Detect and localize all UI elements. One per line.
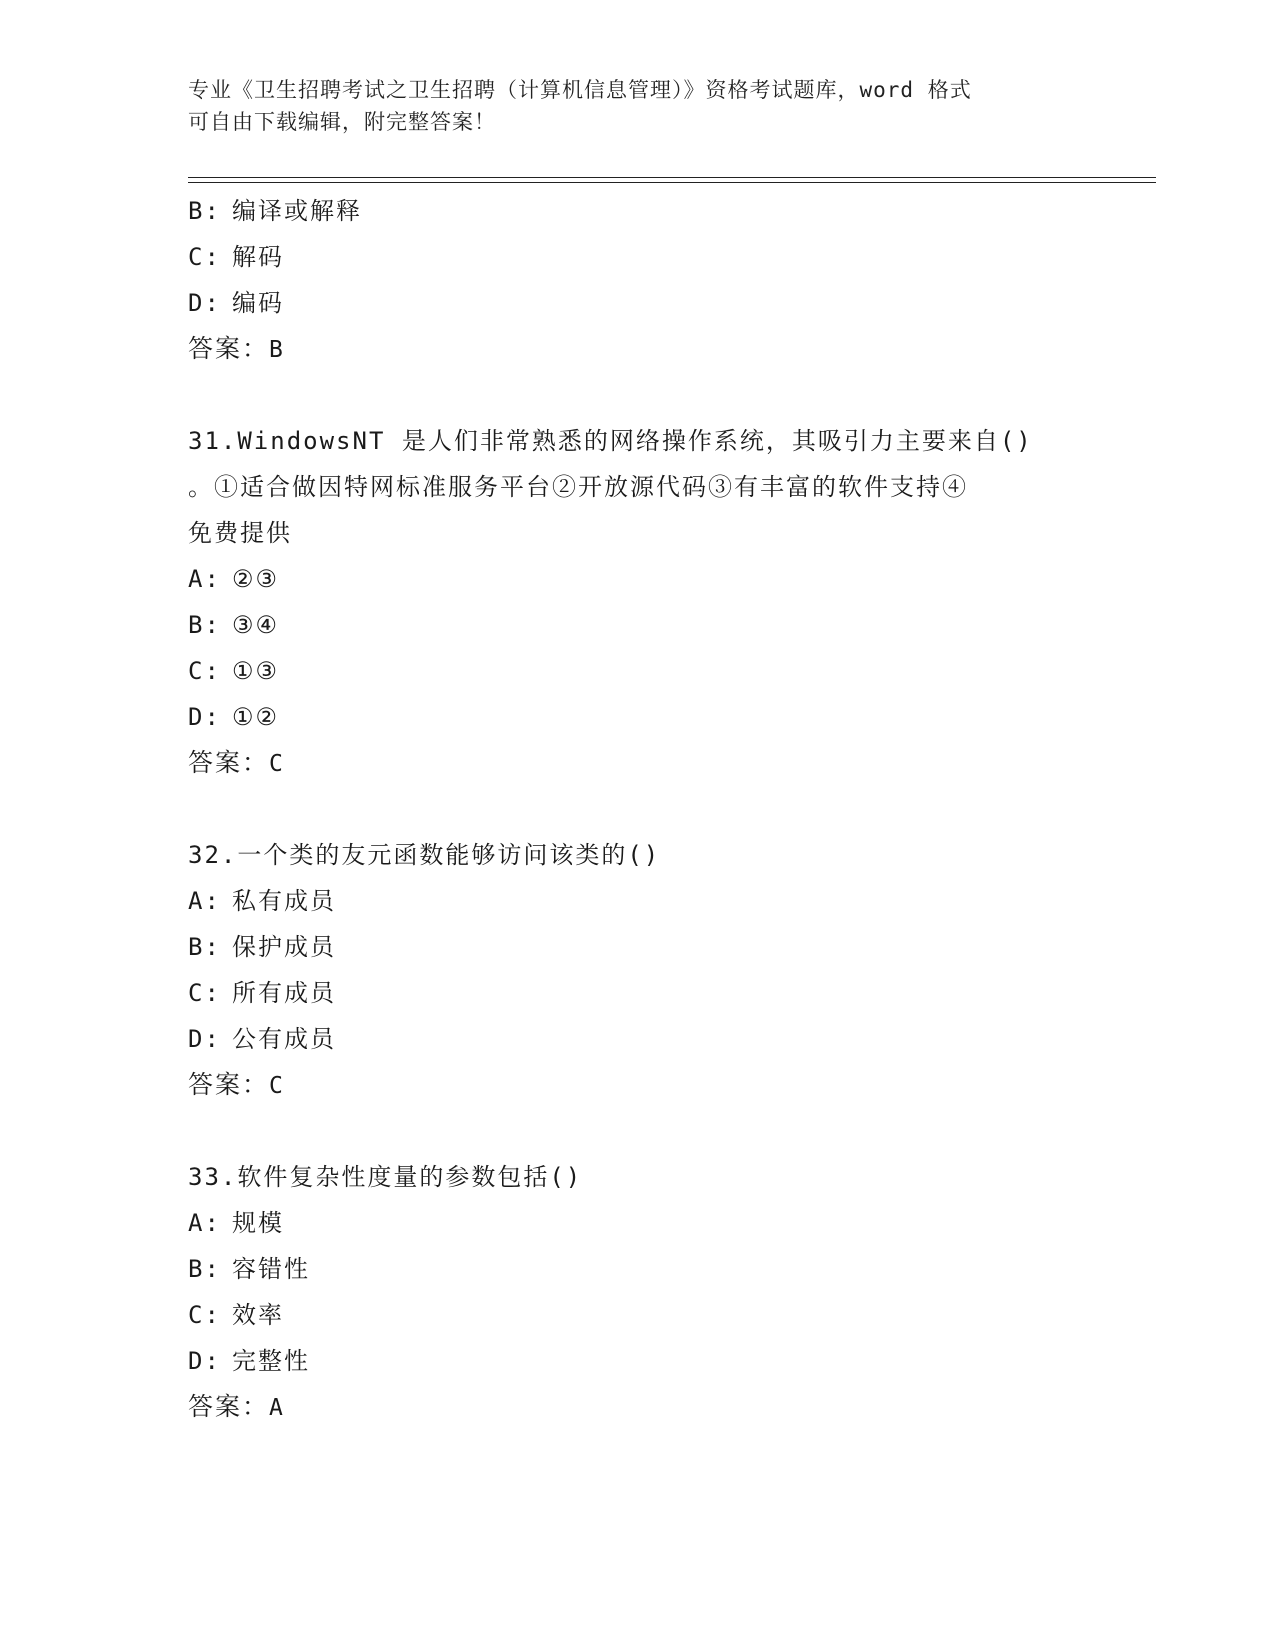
option-text: 公有成员 xyxy=(232,1025,336,1053)
answer-label: 答案： xyxy=(188,748,270,777)
header-rule-bottom xyxy=(188,182,1156,183)
option-letter: A: xyxy=(188,1209,221,1237)
option-b xyxy=(188,602,1078,648)
option-c xyxy=(188,970,1078,1016)
option-d xyxy=(188,280,1078,326)
option-letter: C: xyxy=(188,657,221,685)
option-text: ③④ xyxy=(232,611,280,639)
option-letter: D: xyxy=(188,1347,221,1375)
option-letter: B: xyxy=(188,197,221,225)
option-text: 效率 xyxy=(232,1301,284,1329)
option-letter: D: xyxy=(188,703,221,731)
question-text-line: 33.软件复杂性度量的参数包括() xyxy=(188,1163,583,1191)
question-33 xyxy=(188,1154,1078,1430)
option-d xyxy=(188,1338,1078,1384)
option-letter: C: xyxy=(188,1301,221,1329)
answer-value: A xyxy=(269,1395,285,1421)
header-rule-top xyxy=(188,177,1156,178)
document-header xyxy=(188,74,1068,138)
option-letter: C: xyxy=(188,979,221,1007)
answer-value: B xyxy=(269,337,285,363)
answer-label: 答案： xyxy=(188,1392,270,1421)
option-letter: B: xyxy=(188,1255,221,1283)
option-a xyxy=(188,1200,1078,1246)
option-text: 保护成员 xyxy=(232,933,336,961)
option-text: 容错性 xyxy=(232,1255,310,1283)
option-b xyxy=(188,1246,1078,1292)
option-text: 解码 xyxy=(232,243,284,271)
option-text: 编译或解释 xyxy=(232,197,362,225)
answer-label: 答案： xyxy=(188,1070,270,1099)
option-letter: D: xyxy=(188,1025,221,1053)
question-text-line: 。①适合做因特网标准服务平台②开放源代码③有丰富的软件支持④ xyxy=(188,473,968,501)
header-line-1: 专业《卫生招聘考试之卫生招聘（计算机信息管理）》资格考试题库，word 格式 xyxy=(188,78,972,102)
option-text: 私有成员 xyxy=(232,887,336,915)
option-d xyxy=(188,1016,1078,1062)
option-text: ①② xyxy=(232,703,280,731)
option-letter: B: xyxy=(188,611,221,639)
answer-line xyxy=(188,740,1078,786)
option-letter: D: xyxy=(188,289,221,317)
option-a xyxy=(188,878,1078,924)
option-text: 完整性 xyxy=(232,1347,310,1375)
header-line-2: 可自由下载编辑，附完整答案！ xyxy=(188,110,496,134)
question-31 xyxy=(188,418,1078,786)
spacer xyxy=(188,1108,1078,1154)
spacer xyxy=(188,372,1078,418)
option-text: 所有成员 xyxy=(232,979,336,1007)
option-text: ②③ xyxy=(232,565,280,593)
spacer xyxy=(188,786,1078,832)
question-text-line: 32.一个类的友元函数能够访问该类的() xyxy=(188,841,661,869)
option-text: 规模 xyxy=(232,1209,284,1237)
question-text-line: 31.WindowsNT 是人们非常熟悉的网络操作系统，其吸引力主要来自() xyxy=(188,427,1033,455)
question-32 xyxy=(188,832,1078,1108)
answer-line xyxy=(188,1384,1078,1430)
option-letter: C: xyxy=(188,243,221,271)
option-text: 编码 xyxy=(232,289,284,317)
answer-line xyxy=(188,1062,1078,1108)
question-30 xyxy=(188,188,1078,372)
option-b xyxy=(188,924,1078,970)
question-text-line: 免费提供 xyxy=(188,519,292,547)
option-c xyxy=(188,234,1078,280)
answer-line xyxy=(188,326,1078,372)
option-letter: A: xyxy=(188,887,221,915)
option-letter: A: xyxy=(188,565,221,593)
option-letter: B: xyxy=(188,933,221,961)
option-a xyxy=(188,556,1078,602)
option-c xyxy=(188,648,1078,694)
option-c xyxy=(188,1292,1078,1338)
answer-label: 答案： xyxy=(188,334,270,363)
answer-value: C xyxy=(269,1073,285,1099)
question-list xyxy=(188,188,1078,1430)
option-d xyxy=(188,694,1078,740)
answer-value: C xyxy=(269,751,285,777)
option-b xyxy=(188,188,1078,234)
option-text: ①③ xyxy=(232,657,280,685)
